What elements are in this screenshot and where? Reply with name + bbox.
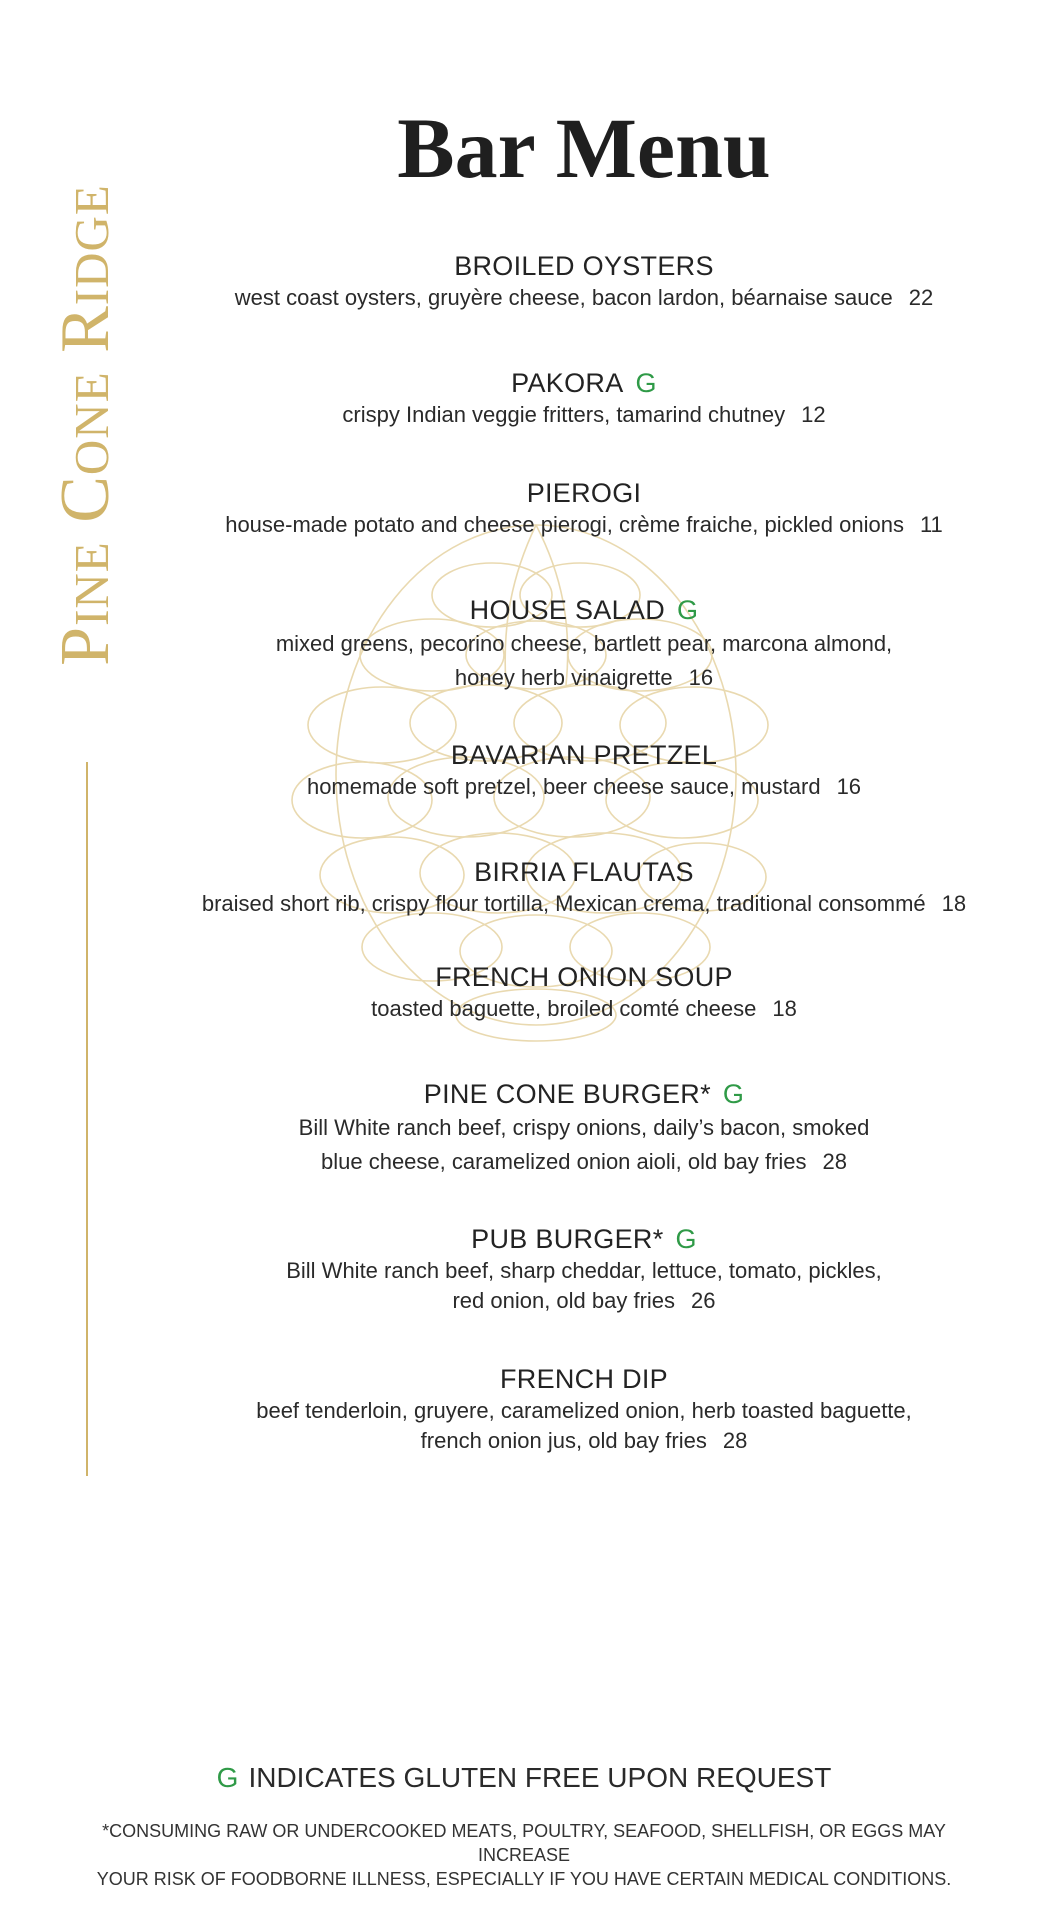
menu-item <box>150 738 1018 802</box>
menu-item <box>150 366 1018 430</box>
disclaimer-line: YOUR RISK OF FOODBORNE ILLNESS, ESPECIALLY IF YOU HAVE CERTAIN MEDICAL CONDITIONS. <box>96 1869 952 1889</box>
brand-logotype <box>47 140 125 710</box>
item-price: 18 <box>772 996 797 1021</box>
item-description: honey herb vinaigrette <box>454 665 673 690</box>
item-description: crispy Indian veggie fritters, tamarind chutney <box>342 402 786 427</box>
gluten-free-marker: G <box>675 1224 697 1254</box>
food-safety-disclaimer <box>60 1819 988 1891</box>
item-price: 28 <box>822 1149 847 1174</box>
item-name: BROILED OYSTERS <box>454 251 714 281</box>
menu-item <box>150 1362 1018 1456</box>
gluten-free-marker: G <box>635 368 657 398</box>
item-description: blue cheese, caramelized onion aioli, old bay fries <box>321 1149 807 1174</box>
item-description: Bill White ranch beef, crispy onions, daily’s bacon, smoked <box>298 1115 870 1140</box>
item-price: 16 <box>836 774 862 799</box>
menu-item <box>150 476 1018 540</box>
item-description: house-made potato and cheese pierogi, crème fraiche, pickled onions <box>225 512 904 537</box>
item-description: mixed greens, pecorino cheese, bartlett pear, marcona almond, <box>275 631 893 656</box>
item-name: FRENCH DIP <box>499 1364 668 1394</box>
disclaimer-line: *CONSUMING RAW OR UNDERCOOKED MEATS, POULTRY, SEAFOOD, SHELLFISH, OR EGGS MAY INCREASE <box>102 1821 946 1865</box>
menu-item <box>150 1222 1018 1316</box>
item-description: homemade soft pretzel, beer cheese sauce, mustard <box>306 774 821 799</box>
menu-item <box>150 960 1018 1024</box>
menu-title: Bar Menu <box>397 100 771 196</box>
item-name: FRENCH ONION SOUP <box>435 962 733 992</box>
item-description: braised short rib, crispy flour tortilla, Mexican crema, traditional consommé <box>201 891 926 916</box>
gluten-free-marker: G <box>216 1762 239 1793</box>
item-name: BAVARIAN PRETZEL <box>450 740 718 770</box>
legend-text: INDICATES GLUTEN FREE UPON REQUEST <box>248 1762 832 1793</box>
item-price: 12 <box>801 402 826 427</box>
item-price: 22 <box>908 285 934 310</box>
item-description: red onion, old bay fries <box>452 1288 676 1313</box>
gluten-free-marker: G <box>722 1079 745 1109</box>
item-price: 18 <box>941 891 967 916</box>
item-name: PUB BURGER* <box>471 1224 664 1254</box>
menu-item <box>150 249 1018 313</box>
item-price: 16 <box>688 665 714 690</box>
item-name: PINE CONE BURGER* <box>423 1079 711 1109</box>
menu-item <box>150 855 1018 919</box>
item-name: HOUSE SALAD <box>469 595 666 625</box>
menu-item <box>150 1077 1018 1179</box>
item-description: beef tenderloin, gruyere, caramelized onion, herb toasted baguette, <box>256 1398 912 1423</box>
item-name: PAKORA <box>511 368 624 398</box>
item-name: PIEROGI <box>526 478 642 508</box>
item-description: toasted baguette, broiled comté cheese <box>371 996 757 1021</box>
item-price: 26 <box>691 1288 716 1313</box>
item-name: BIRRIA FLAUTAS <box>474 857 694 887</box>
brand-vertical-rule <box>86 762 88 1476</box>
item-price: 11 <box>919 512 943 537</box>
item-description: Bill White ranch beef, sharp cheddar, lettuce, tomato, pickles, <box>286 1258 882 1283</box>
brand-name: Pine Cone Ridge <box>47 184 125 666</box>
gluten-free-marker: G <box>677 595 699 625</box>
item-price: 28 <box>722 1428 748 1453</box>
gluten-free-legend <box>0 1762 1048 1794</box>
item-description: french onion jus, old bay fries <box>420 1428 707 1453</box>
item-description: west coast oysters, gruyère cheese, bacon lardon, béarnaise sauce <box>234 285 893 310</box>
menu-item <box>150 593 1018 695</box>
